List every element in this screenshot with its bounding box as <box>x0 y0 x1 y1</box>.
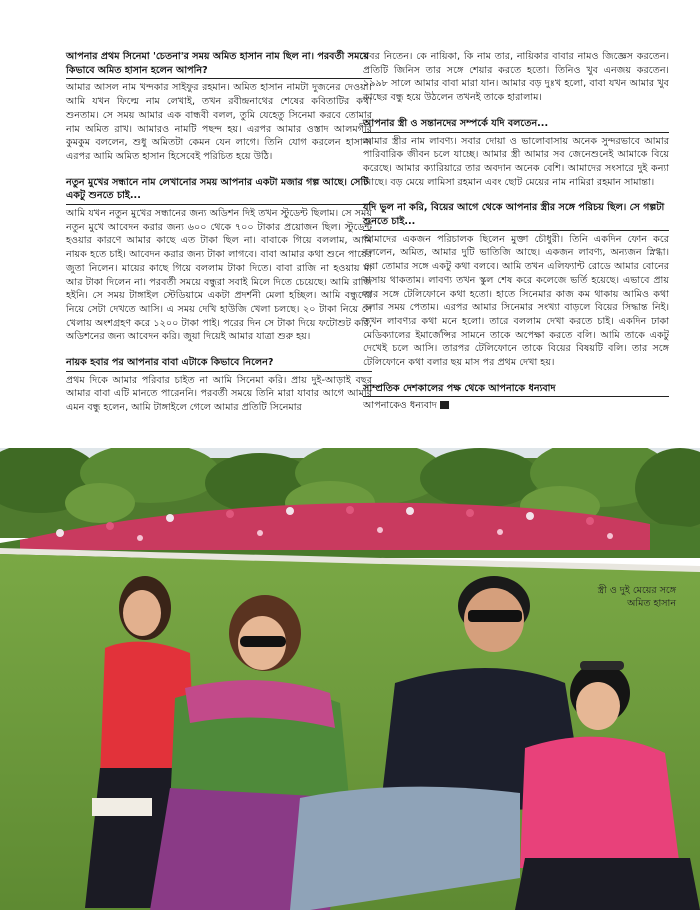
answer-text: প্রথম দিকে আমার পরিবার চাইত না আমি সিনেমা করি। প্রায় দুই-আড়াই বছর আমার বাবা এটি মানতে পারেননি। পরবর্তী সময়ে তিনি মারা যাবার আগে আমার এমন বন্ধু হলেন, আমি টাঙ্গাইলে গেলে আমার প্রতিটি সিনেমার <box>66 374 372 414</box>
caption-line: স্ত্রী ও দুই মেয়ের সঙ্গে <box>597 585 676 596</box>
caption-line: অমিত হাসান <box>627 598 676 609</box>
photo-caption <box>556 584 676 610</box>
qa-block <box>66 356 372 415</box>
answer-text: আমাদের একজন পরিচালক ছিলেন মুক্তা চৌধুরী। তিনি একদিন ফোন করে বললেন, অমিত, আমার দুটি ভাতিজি আছে। একজন লাবণ্য, অন্যজন স্নিগ্ধা। ওরা তোমার সঙ্গে একটু কথা বলবে। আমি তখন এলিফ্যান্ট রোডে আমার বোনের বাসায় থাকতাম। লাবণ্য তখন স্কুল শেষ করে কলেজে ভর্তি হয়েছে। এভাবে প্রায় তার সঙ্গে টেলিফোনে কথা হতো। হাতে সিনেমার কাজ কম থাকায় আমিও কথা বলার সময় পেতাম। এরপর আমার সিনেমার সংখ্যা বাড়লে বিয়ের সিদ্ধান্ত নিই। তখন লাবণ্যর কথা মনে হলো। তারে বললাম দেখা করতে চাই। একদিন ঢাকা মেডিক্যালের ইমার্জেন্সির সামনে তাকে অপেক্ষা করতে বলি। আমি তাকে একটু দেখেই চলে আসি। তারপর টেলিফোনে তাকে বিয়ের বিষয়টি বলি। তার সঙ্গে টেলিফোনে কথা বলার ছয় মাস পর প্রথম দেখা হয়। <box>363 233 669 369</box>
qa-block <box>66 176 372 344</box>
question-text: নতুন মুখের সন্ধানে নাম লেখানোর সময় আপনার একটা মজার গল্প আছে। সেটি একটু শুনতে চাই... <box>66 176 372 205</box>
closing-block <box>363 382 669 413</box>
closing-answer-text: আপনাকেও ধন্যবাদ <box>363 400 437 412</box>
right-column <box>363 50 669 419</box>
question-text: আপনার প্রথম সিনেমা 'চেতনা'র সময় অমিত হাসান নাম ছিল না। পরবর্তী সময়ে কিভাবে অমিত হাসান হলেন আপনি? <box>66 50 372 79</box>
question-text: নায়ক হবার পর আপনার বাবা এটাকে কিভাবে নিলেন? <box>66 356 372 372</box>
qa-block <box>66 50 372 164</box>
end-mark-icon <box>440 401 449 409</box>
qa-block <box>363 201 669 369</box>
question-text: আপনার স্ত্রী ও সন্তানদের সম্পর্কে যদি বলতেন... <box>363 117 669 133</box>
closing-answer <box>363 399 669 413</box>
qa-block <box>363 117 669 190</box>
answer-text: আমি যখন নতুন মুখের সন্ধানের জন্য অডিশন দিই তখন স্টুডেন্ট ছিলাম। সে সময় নতুন মুখে আবেদন করার জন্য ৬০০ থেকে ৭০০ টাকার প্রয়োজন ছিল। স্টুডেন্ট হওয়ার কারণে আমার কাছে এত টাকা ছিল না। বাবাকে গিয়ে বললাম, আমি নায়ক হতে চাই। আবেদন করার জন্য টাকা লাগবে। বাবা আমার কথা শুনে পায়ের জুতা নিলেন। মায়ের কাছে গিয়ে বললাম টাকা দিতে। বাবা রাজি না হওয়ায় মা আর টাকা দিলেন না। পরবর্তী সময়ে বন্ধুরা সবাই মিলে দিতে চেয়েছে। আমি রাজি হইনি। সে সময় টাঙ্গাইল স্টেডিয়ামে একটা প্রদর্শনী মেলা হচ্ছিল। আমি বন্ধুদের নিয়ে সেটা দেখতে আসি। এ সময় দেখি হাউজি খেলা চলছে। ২০ টাকা নিয়ে সে খেলায় অংশগ্রহণ করে ১২০০ টাকা পাই। পরের দিন সে টাকা দিয়ে ফটোশুট করি, অডিশনের জন্য আবেদন করি। জুয়া দিয়েই আমার যাত্রা শুরু হয়। <box>66 208 372 343</box>
answer-text: আমার আসল নাম খন্দকার সাইফুর রহমান। অমিত হাসান নামটা দুজনের দেওয়া। আমি যখন ফিল্মে নাম লেখাই, তখন রবীন্দ্রনাথের শেষের কবিতাটির কথা শুনতাম। সে সময় আমার এক বান্ধবী বলল, তুমি যেহেতু সিনেমা করবে তোমার নাম অমিত রাখ। আমারও নামটি পছন্দ হয়। এরপর আমার ওস্তাদ আলমগীর কুমকুম বললেন, শুধু অমিতটা কেমন যেন লাগে। তিনি যোগ করলেন হাসান। এরপর আমি অমিত হাসান হিসেবেই পরিচিত হয়ে উঠি। <box>66 82 372 162</box>
answer-text: আমার স্ত্রীর নাম লাবণ্য। সবার দোয়া ও ভালোবাসায় অনেক সুন্দরভাবে আমার পারিবারিক জীবন চলে যাচ্ছে। আমার স্ত্রী আমার সব জেনেশুনেই আমাকে বিয়ে করেছে। আমার ক্যারিয়ারে তার অবদান অনেক বেশি। আমাদের সংসারে দুই কন্যা আছে। বড় মেয়ে লামিসা রহমান এবং ছোট মেয়ের নাম নামিরা রহমান সামান্তা। <box>363 135 669 188</box>
closing-question: সাম্প্রতিক দেশকালের পক্ষ থেকে আপনাকে ধন্যবাদ <box>363 382 669 398</box>
family-photo <box>0 448 700 910</box>
qa-block <box>363 50 669 105</box>
left-column <box>66 50 372 427</box>
answer-text: খবর নিতেন। কে নায়িকা, কি নাম তার, নায়িকার বাবার নামও জিজ্ঞেস করতেন। প্রতিটি জিনিস তার সঙ্গে শেয়ার করতে হতো। তিনিও খুব এনজয় করতেন। ১৯৯৮ সালে আমার বাবা মারা যান। আমার বড় দুঃখ হলো, বাবা যখন আমার খুব কাছের বন্ধু হয়ে উঠলেন তখনই তাকে হারালাম। <box>363 51 669 104</box>
question-text: যদি ভুল না করি, বিয়ের আগে থেকে আপনার স্ত্রীর সঙ্গে পরিচয় ছিল। সে গল্পটা শুনতে চাই... <box>363 201 669 230</box>
